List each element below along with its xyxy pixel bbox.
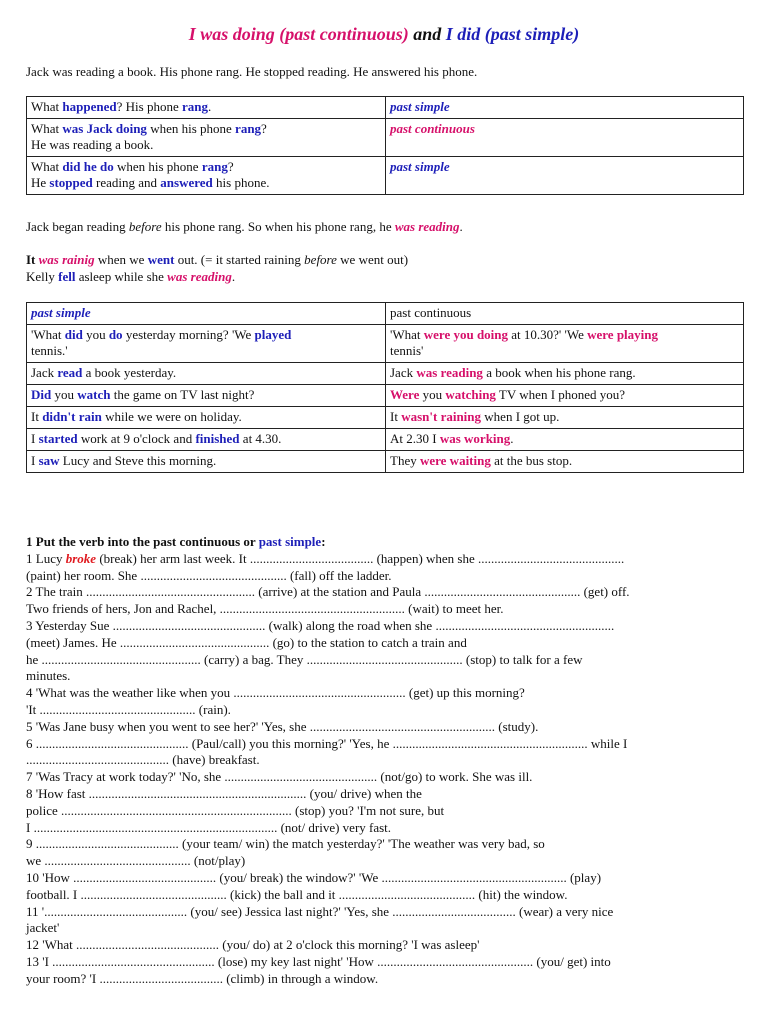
exercise-line: minutes. bbox=[26, 668, 71, 684]
exercise-line: 1 Lucy broke (break) her arm last week. It ...................................... (happen) when she ............................................. bbox=[26, 550, 625, 566]
exercise-line: (paint) her room. She ............................................. (fall) off the ladder. bbox=[26, 567, 392, 583]
table-row bbox=[27, 325, 744, 363]
table-cell: It wasn't raining when I got up. bbox=[386, 407, 744, 429]
title-and: and bbox=[408, 24, 446, 44]
exercise-line: your room? 'I ...................................... (climb) in through a window. bbox=[26, 970, 379, 986]
table-comparison bbox=[26, 302, 744, 473]
header-past-simple: past simple bbox=[27, 303, 386, 325]
table-cell: past simple bbox=[386, 97, 744, 119]
table-cell: past simple bbox=[386, 157, 744, 195]
table-cell: What happened? His phone rang. bbox=[27, 97, 386, 119]
exercise-line: 8 'How fast ................................................................... (you/ drive) when the bbox=[26, 785, 422, 801]
title-past-continuous: I was doing (past continuous) bbox=[188, 24, 409, 44]
exercise-line: football. I ............................................. (kick) the ball and it .......................................... (hit) the window. bbox=[26, 886, 568, 902]
exercise-line: 4 'What was the weather like when you ..................................................... (get) up this morning? bbox=[26, 685, 525, 701]
table-row bbox=[27, 451, 744, 473]
table-cell: Were you watching TV when I phoned you? bbox=[386, 385, 744, 407]
intro-text: Jack was reading a book. His phone rang. He stopped reading. He answered his phone. bbox=[26, 64, 478, 79]
exercise-line: ............................................ (have) breakfast. bbox=[26, 752, 260, 768]
table-cell: I started work at 9 o'clock and finished at 4.30. bbox=[27, 429, 386, 451]
exercise-line: 6 ............................................... (Paul/call) you this morning?' 'Yes, he ............................................................ while I bbox=[26, 735, 628, 751]
exercise-line: 13 'I .................................................. (lose) my key last night' 'How ................................................ (you/ get) into bbox=[26, 953, 611, 969]
exercise-line: 'It ................................................ (rain). bbox=[26, 701, 231, 717]
table-row bbox=[27, 385, 744, 407]
exercise-line: 12 'What ............................................ (you/ do) at 2 o'clock this morning? 'I was asleep' bbox=[26, 937, 480, 953]
table-cell: past continuous bbox=[386, 119, 744, 157]
table-cell: I saw Lucy and Steve this morning. bbox=[27, 451, 386, 473]
exercise-line: 9 ............................................ (your team/ win) the match yesterday?' 'The weather was very bad, so bbox=[26, 836, 545, 852]
table-cell: Jack was reading a book when his phone rang. bbox=[386, 363, 744, 385]
table-cell: They were waiting at the bus stop. bbox=[386, 451, 744, 473]
exercise-line: 2 The train .................................................... (arrive) at the station and Paula ................................................ (get) off. bbox=[26, 584, 630, 600]
exercise-line: we ............................................. (not/play) bbox=[26, 853, 246, 869]
table-cell: Jack read a book yesterday. bbox=[27, 363, 386, 385]
table-cell: At 2.30 I was working. bbox=[386, 429, 744, 451]
table-row bbox=[27, 119, 744, 157]
exercise-line: 5 'Was Jane busy when you went to see her?' 'Yes, she ......................................................... (study). bbox=[26, 718, 539, 734]
exercise-line: 10 'How ............................................ (you/ break) the window?' 'We ......................................................... (play) bbox=[26, 869, 602, 885]
paragraph-kelly: Kelly fell asleep while she was reading. bbox=[26, 269, 236, 284]
header-past-continuous: past continuous bbox=[386, 303, 744, 325]
table-row bbox=[27, 407, 744, 429]
exercise-line: I ........................................................................... (not/ drive) very fast. bbox=[26, 819, 392, 835]
table-jack-phone bbox=[26, 96, 744, 195]
table-row bbox=[27, 97, 744, 119]
exercise-line: he ................................................. (carry) a bag. They ................................................ (stop) to talk for a few bbox=[26, 651, 583, 667]
table-row bbox=[27, 157, 744, 195]
exercise-line: (meet) James. He .............................................. (go) to the station to catch a train and bbox=[26, 634, 467, 650]
table-cell: 'What were you doing at 10.30?' 'We were playing tennis' bbox=[386, 325, 744, 363]
exercise-line: 7 'Was Tracy at work today?' 'No, she ............................................... (not/go) to work. She was ill. bbox=[26, 769, 533, 785]
page-title bbox=[0, 24, 768, 45]
exercise-heading: 1 Put the verb into the past continuous or past simple: bbox=[26, 534, 326, 549]
exercise-section bbox=[26, 534, 744, 988]
title-past-simple: I did (past simple) bbox=[445, 24, 580, 44]
paragraph-before: Jack began reading before his phone rang. So when his phone rang, he was reading. bbox=[26, 219, 463, 234]
exercise-line: 11 '............................................ (you/ see) Jessica last night?' 'Yes, she ...................................... (wear) a very nice bbox=[26, 903, 614, 919]
paragraph-raining: It was rainig when we went out. (= it started raining before we went out) bbox=[26, 252, 409, 267]
table-header-row bbox=[27, 303, 744, 325]
table-cell: It didn't rain while we were on holiday. bbox=[27, 407, 386, 429]
table-cell: What did he do when his phone rang? He stopped reading and answered his phone. bbox=[27, 157, 386, 195]
exercise-line: 3 Yesterday Sue ............................................... (walk) along the road when she ....................................................... bbox=[26, 617, 615, 633]
table-cell: What was Jack doing when his phone rang? He was reading a book. bbox=[27, 119, 386, 157]
table-cell: 'What did you do yesterday morning? 'We played tennis.' bbox=[27, 325, 386, 363]
table-row bbox=[27, 429, 744, 451]
table-row bbox=[27, 363, 744, 385]
table-cell: Did you watch the game on TV last night? bbox=[27, 385, 386, 407]
exercise-line: jacket' bbox=[26, 920, 60, 936]
exercise-line: Two friends of hers, Jon and Rachel, ......................................................... (wait) to meet her. bbox=[26, 601, 504, 617]
exercise-line: police ....................................................................... (stop) you? 'I'm not sure, but bbox=[26, 802, 445, 818]
